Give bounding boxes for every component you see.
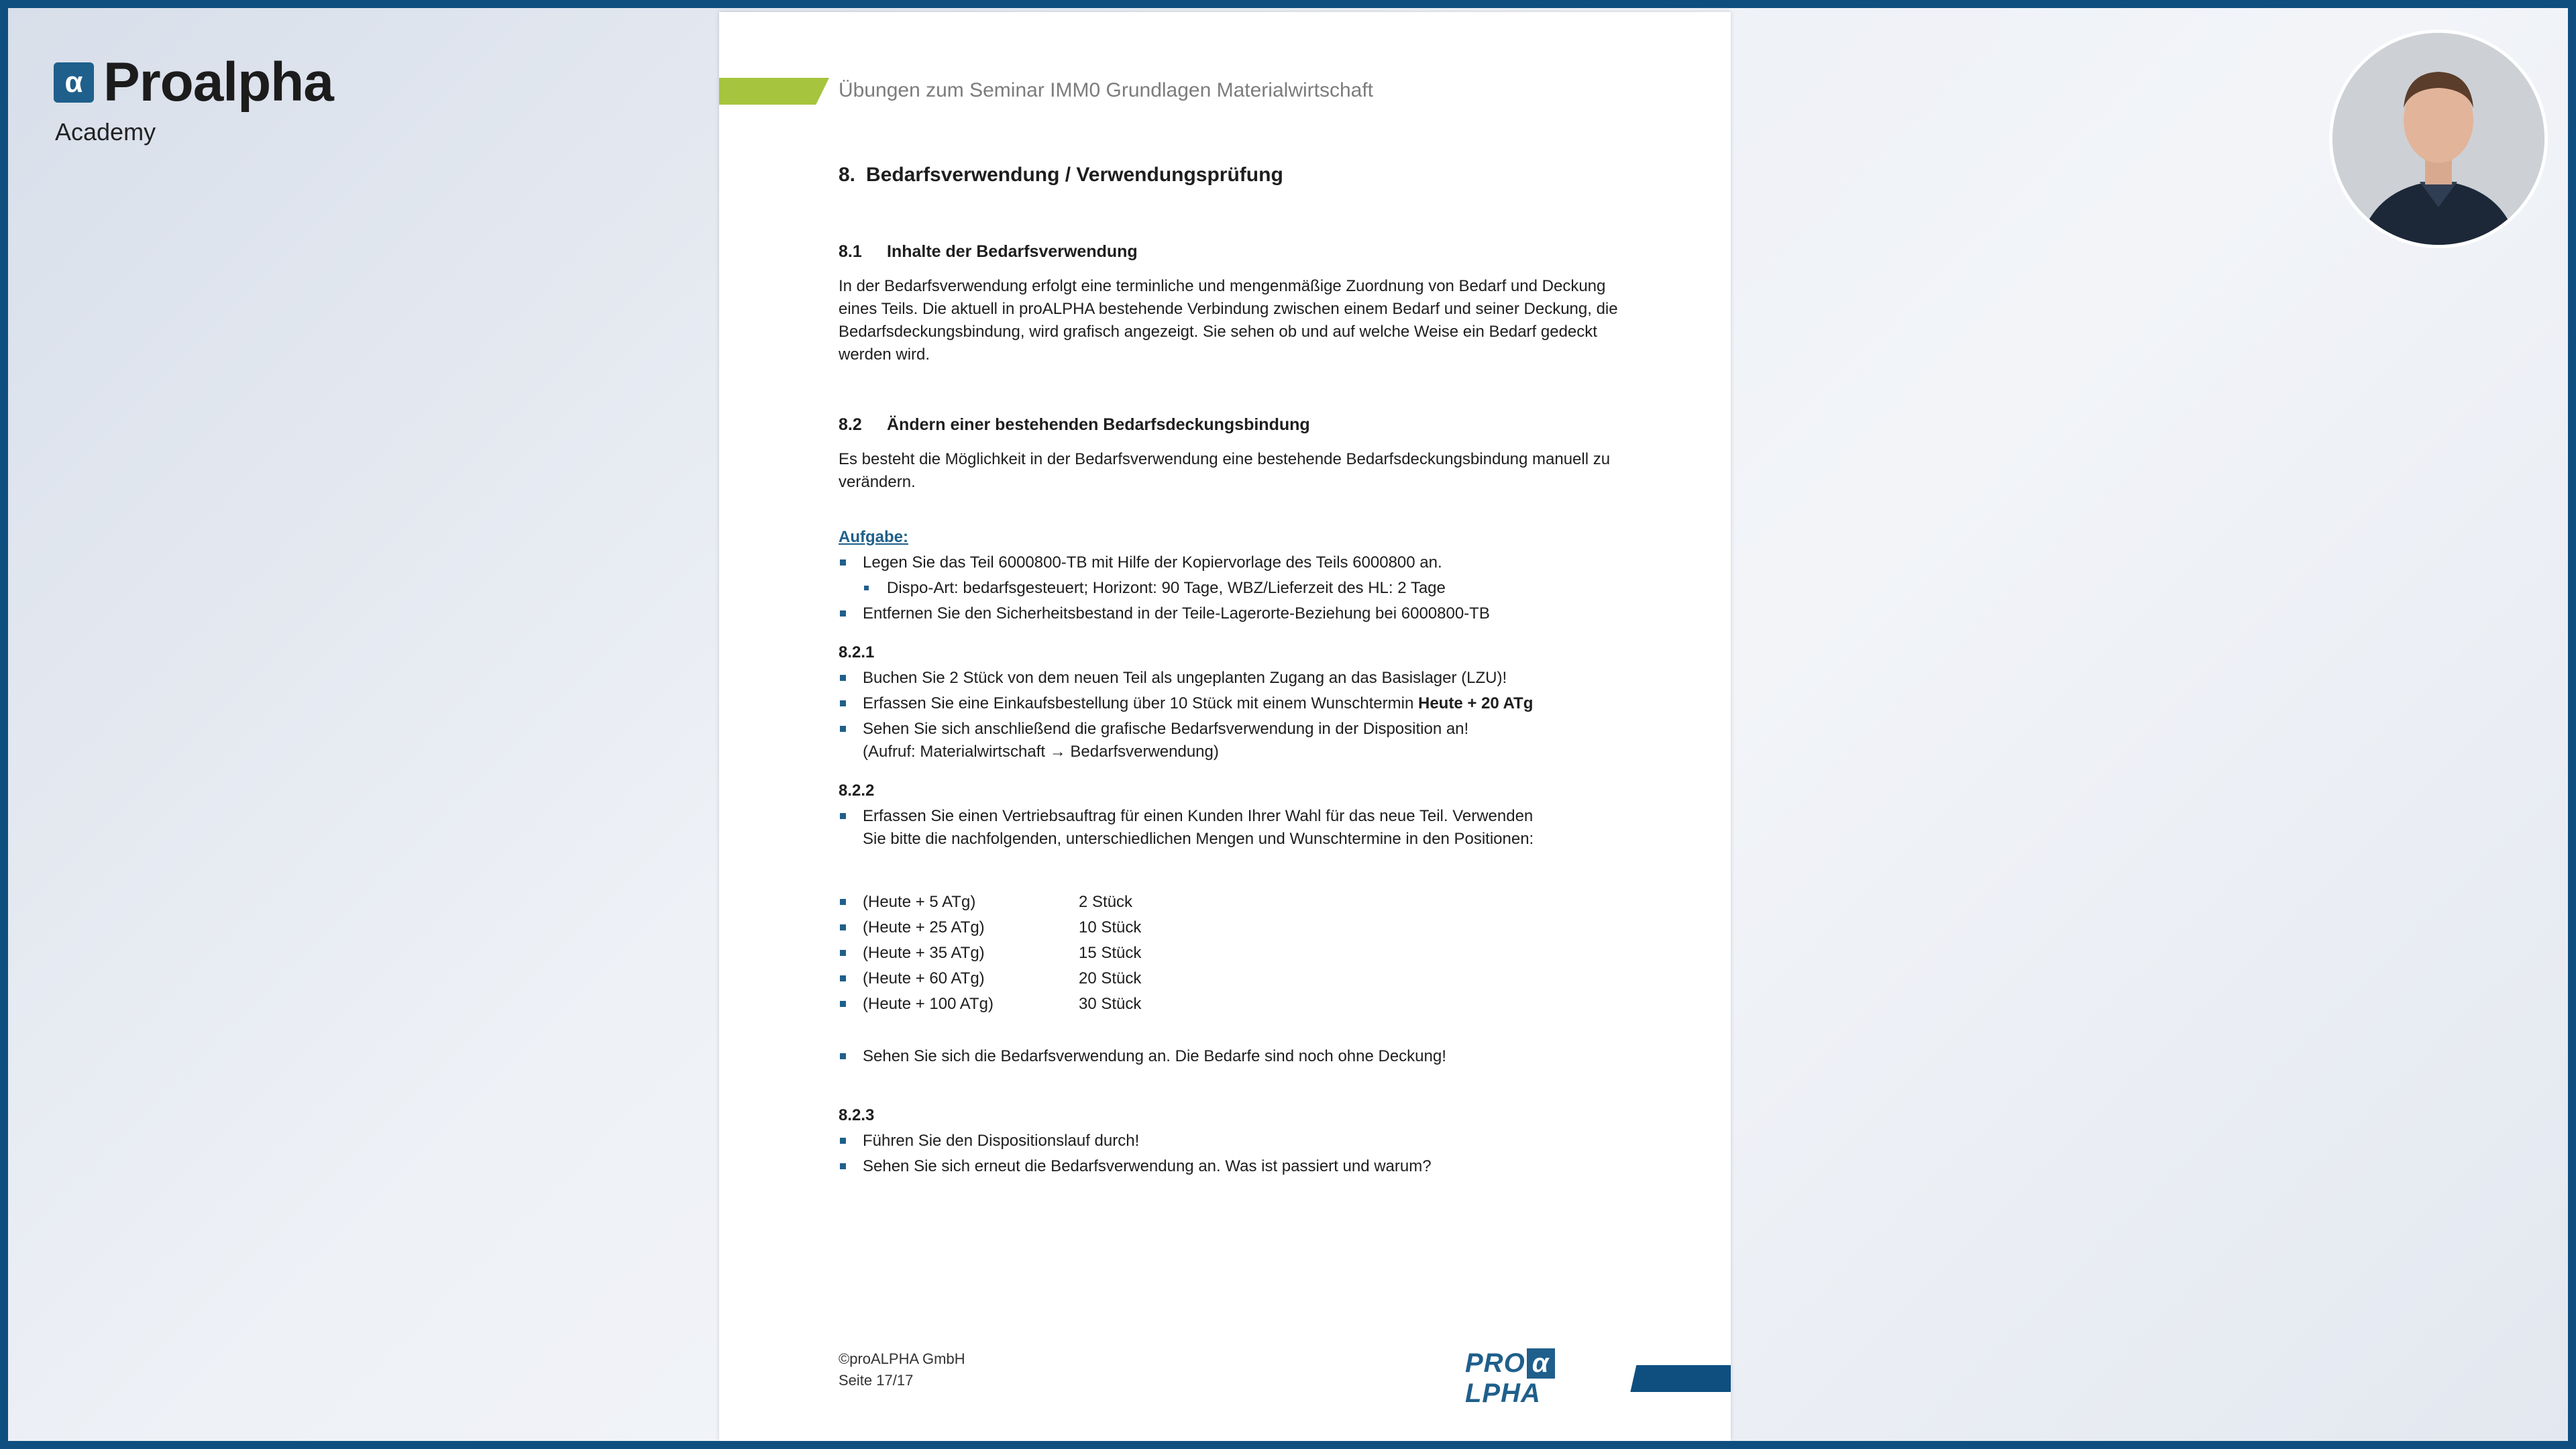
presenter-avatar-icon — [2332, 33, 2544, 245]
brand-logo — [54, 51, 333, 146]
page-footer — [839, 1348, 965, 1391]
quantity-list — [839, 891, 1623, 1016]
document-content — [839, 164, 1623, 1194]
list-item: (Heute + 100 ATg) 30 Stück — [839, 993, 1623, 1016]
copyright-text: ©proALPHA GmbH — [839, 1350, 965, 1367]
subsection-list-8-2-1 — [839, 667, 1623, 763]
task-heading: Aufgabe: — [839, 528, 908, 546]
list-item: Sehen Sie sich anschließend die grafische Bedarfsverwendung in der Disposition an! (Aufruf: Materialwirtschaft → Bedarfsverwendung) — [839, 718, 1623, 763]
list-item: Legen Sie das Teil 6000800-TB mit Hilfe der Kopiervorlage des Teils 6000800 an. — [839, 551, 1623, 574]
document-header: Übungen zum Seminar IMM0 Grundlagen Materialwirtschaft — [839, 79, 1374, 101]
page-number: Seite 17/17 — [839, 1372, 914, 1389]
presentation-stage — [8, 8, 2568, 1441]
list-item: Buchen Sie 2 Stück von dem neuen Teil als ungeplanten Zugang an das Basislager (LZU)! — [839, 667, 1623, 690]
list-item: Erfassen Sie einen Vertriebsauftrag für einen Kunden Ihrer Wahl für das neue Teil. Verwenden Sie bitte die nachfolgenden, unterschiedlichen Mengen und Wunschtermine in den Positionen: — [839, 805, 1623, 851]
list-item: Führen Sie den Dispositionslauf durch! — [839, 1130, 1623, 1152]
list-item: Dispo-Art: bedarfsgesteuert; Horizont: 90 Tage, WBZ/Lieferzeit des HL: 2 Tage — [839, 577, 1623, 600]
task-list — [839, 551, 1623, 625]
chapter-heading: 8. Bedarfsverwendung / Verwendungsprüfung — [839, 164, 1283, 186]
outro-list — [839, 1045, 1623, 1068]
subsection-heading-8-2-1: 8.2.1 — [839, 643, 875, 661]
list-item: (Heute + 5 ATg) 2 Stück — [839, 891, 1623, 914]
subsection-heading-8-2-3: 8.2.3 — [839, 1106, 875, 1124]
alpha-logo-icon: α — [54, 62, 94, 103]
list-item: Entfernen Sie den Sicherheitsbestand in der Teile-Lagerorte-Beziehung bei 6000800-TB — [839, 602, 1623, 625]
section-heading-8-1: 8.1 Inhalte der Bedarfsverwendung — [839, 242, 1138, 261]
subsection-heading-8-2-2: 8.2.2 — [839, 782, 875, 800]
section-heading-8-2: 8.2 Ändern einer bestehenden Bedarfsdeckungsbindung — [839, 415, 1310, 434]
list-item: (Heute + 35 ATg) 15 Stück — [839, 942, 1623, 965]
header-accent-bar — [719, 78, 829, 105]
footer-accent-bar — [1630, 1365, 1731, 1392]
list-item: Sehen Sie sich die Bedarfsverwendung an. Die Bedarfe sind noch ohne Deckung! — [839, 1045, 1623, 1068]
list-item: (Heute + 25 ATg) 10 Stück — [839, 916, 1623, 939]
proalpha-footer-logo: PRO αLPHA — [1465, 1348, 1731, 1409]
presenter-webcam — [2329, 30, 2548, 248]
section-text-8-1: In der Bedarfsverwendung erfolgt eine terminliche und mengenmäßige Zuordnung von Bedarf und Deckung eines Teils. Die aktuell in proALPHA bestehende Verbindung zwischen einem Bedarf und seiner Deckung, die Bedarfsdeckungsbindung, wird grafisch angezeigt. Sie sehen ob und auf welche Weise ein Bedarf gedeckt werden wird. — [839, 277, 1618, 364]
brand-name: Proalpha — [103, 52, 333, 113]
document-page — [719, 12, 1731, 1441]
list-item: Erfassen Sie eine Einkaufsbestellung über 10 Stück mit einem Wunschtermin Heute + 20 ATg — [839, 692, 1623, 715]
brand-subtitle: Academy — [55, 118, 156, 146]
section-text-8-2: Es besteht die Möglichkeit in der Bedarfsverwendung eine bestehende Bedarfsdeckungsbindung manuell zu verändern. — [839, 450, 1611, 491]
subsection-list-8-2-2 — [839, 805, 1623, 851]
subsection-list-8-2-3 — [839, 1130, 1623, 1178]
list-item: (Heute + 60 ATg) 20 Stück — [839, 967, 1623, 990]
alpha-logo-icon: α — [1527, 1348, 1555, 1379]
list-item: Sehen Sie sich erneut die Bedarfsverwendung an. Was ist passiert und warum? — [839, 1155, 1623, 1178]
